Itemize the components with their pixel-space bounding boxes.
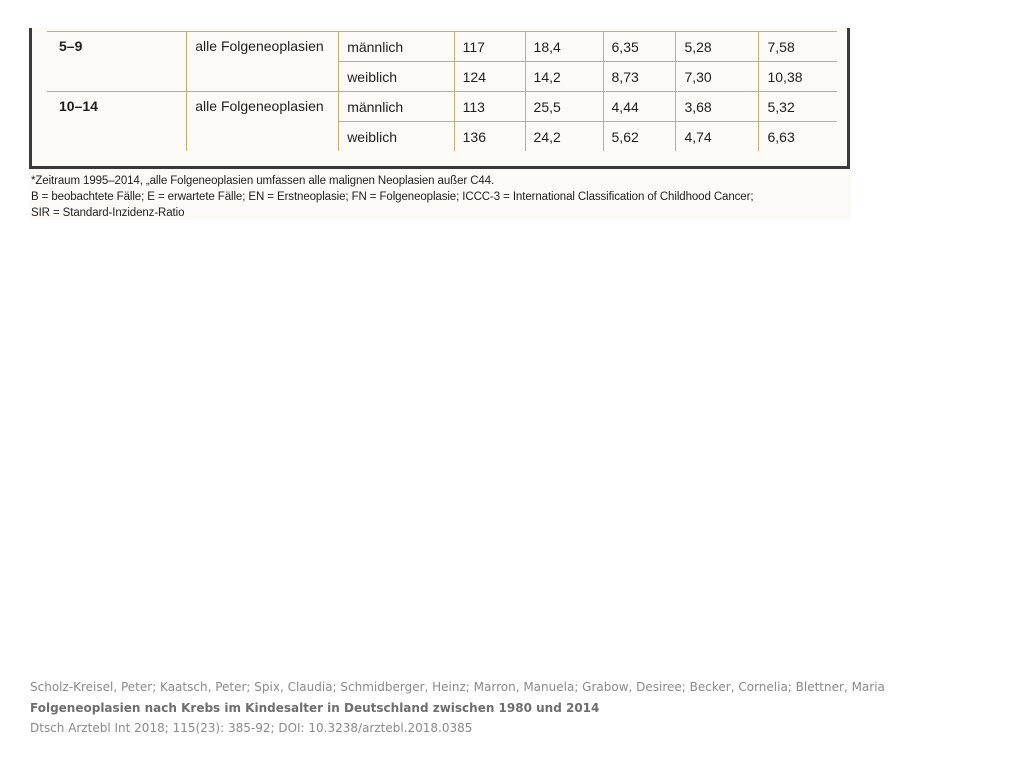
sex-cell: weiblich [339, 122, 454, 152]
e-cell: 25,5 [525, 92, 603, 122]
table-image [29, 28, 851, 220]
ci-low-cell: 5,28 [676, 32, 759, 62]
group-cell: alle Folgeneoplasien [187, 92, 339, 152]
citation [30, 677, 885, 739]
sir-cell: 5,62 [603, 122, 676, 152]
age-cell: 10–14 [59, 98, 98, 114]
b-cell: 136 [454, 122, 525, 152]
sir-cell: 4,44 [603, 92, 676, 122]
ci-high-cell: 6,63 [759, 122, 837, 152]
table-frame [29, 28, 850, 169]
ci-low-cell: 4,74 [676, 122, 759, 152]
data-table [47, 31, 837, 151]
footnote-abbreviations: B = beobachtete Fälle; E = erwartete Fälle; EN = Erstneoplasie; FN = Folgeneoplasie; ICCC-3 = International Classification of Childhood Cancer; [31, 191, 754, 203]
footnote-sir: SIR = Standard-Inzidenz-Ratio [31, 207, 185, 219]
e-cell: 18,4 [525, 32, 603, 62]
ci-low-cell: 7,30 [676, 62, 759, 92]
table-row [47, 92, 837, 122]
e-cell: 24,2 [525, 122, 603, 152]
ci-high-cell: 5,32 [759, 92, 837, 122]
table-row [47, 32, 837, 62]
table-footnotes [31, 173, 753, 221]
sex-cell: weiblich [339, 62, 454, 92]
b-cell: 113 [454, 92, 525, 122]
ci-high-cell: 10,38 [759, 62, 837, 92]
age-cell: 5–9 [47, 32, 187, 92]
citation-authors: Scholz-Kreisel, Peter; Kaatsch, Peter; Spix, Claudia; Schmidberger, Heinz; Marron, Manuela; Grabow, Desiree; Becker, Cornelia; Blettner, Maria [30, 680, 885, 694]
sir-cell: 6,35 [603, 32, 676, 62]
e-cell: 14,2 [525, 62, 603, 92]
sir-cell: 8,73 [603, 62, 676, 92]
b-cell: 124 [454, 62, 525, 92]
ci-low-cell: 3,68 [676, 92, 759, 122]
sex-cell: männlich [339, 32, 454, 62]
sex-cell: männlich [339, 92, 454, 122]
citation-title: Folgeneoplasien nach Krebs im Kindesalter in Deutschland zwischen 1980 und 2014 [30, 700, 600, 715]
group-cell: alle Folgeneoplasien [187, 32, 339, 92]
citation-source: Dtsch Arztebl Int 2018; 115(23): 385-92; DOI: 10.3238/arztebl.2018.0385 [30, 721, 473, 735]
ci-high-cell: 7,58 [759, 32, 837, 62]
b-cell: 117 [454, 32, 525, 62]
footnote-period: *Zeitraum 1995–2014, „alle Folgeneoplasien umfassen alle malignen Neoplasien außer C44. [31, 175, 495, 187]
